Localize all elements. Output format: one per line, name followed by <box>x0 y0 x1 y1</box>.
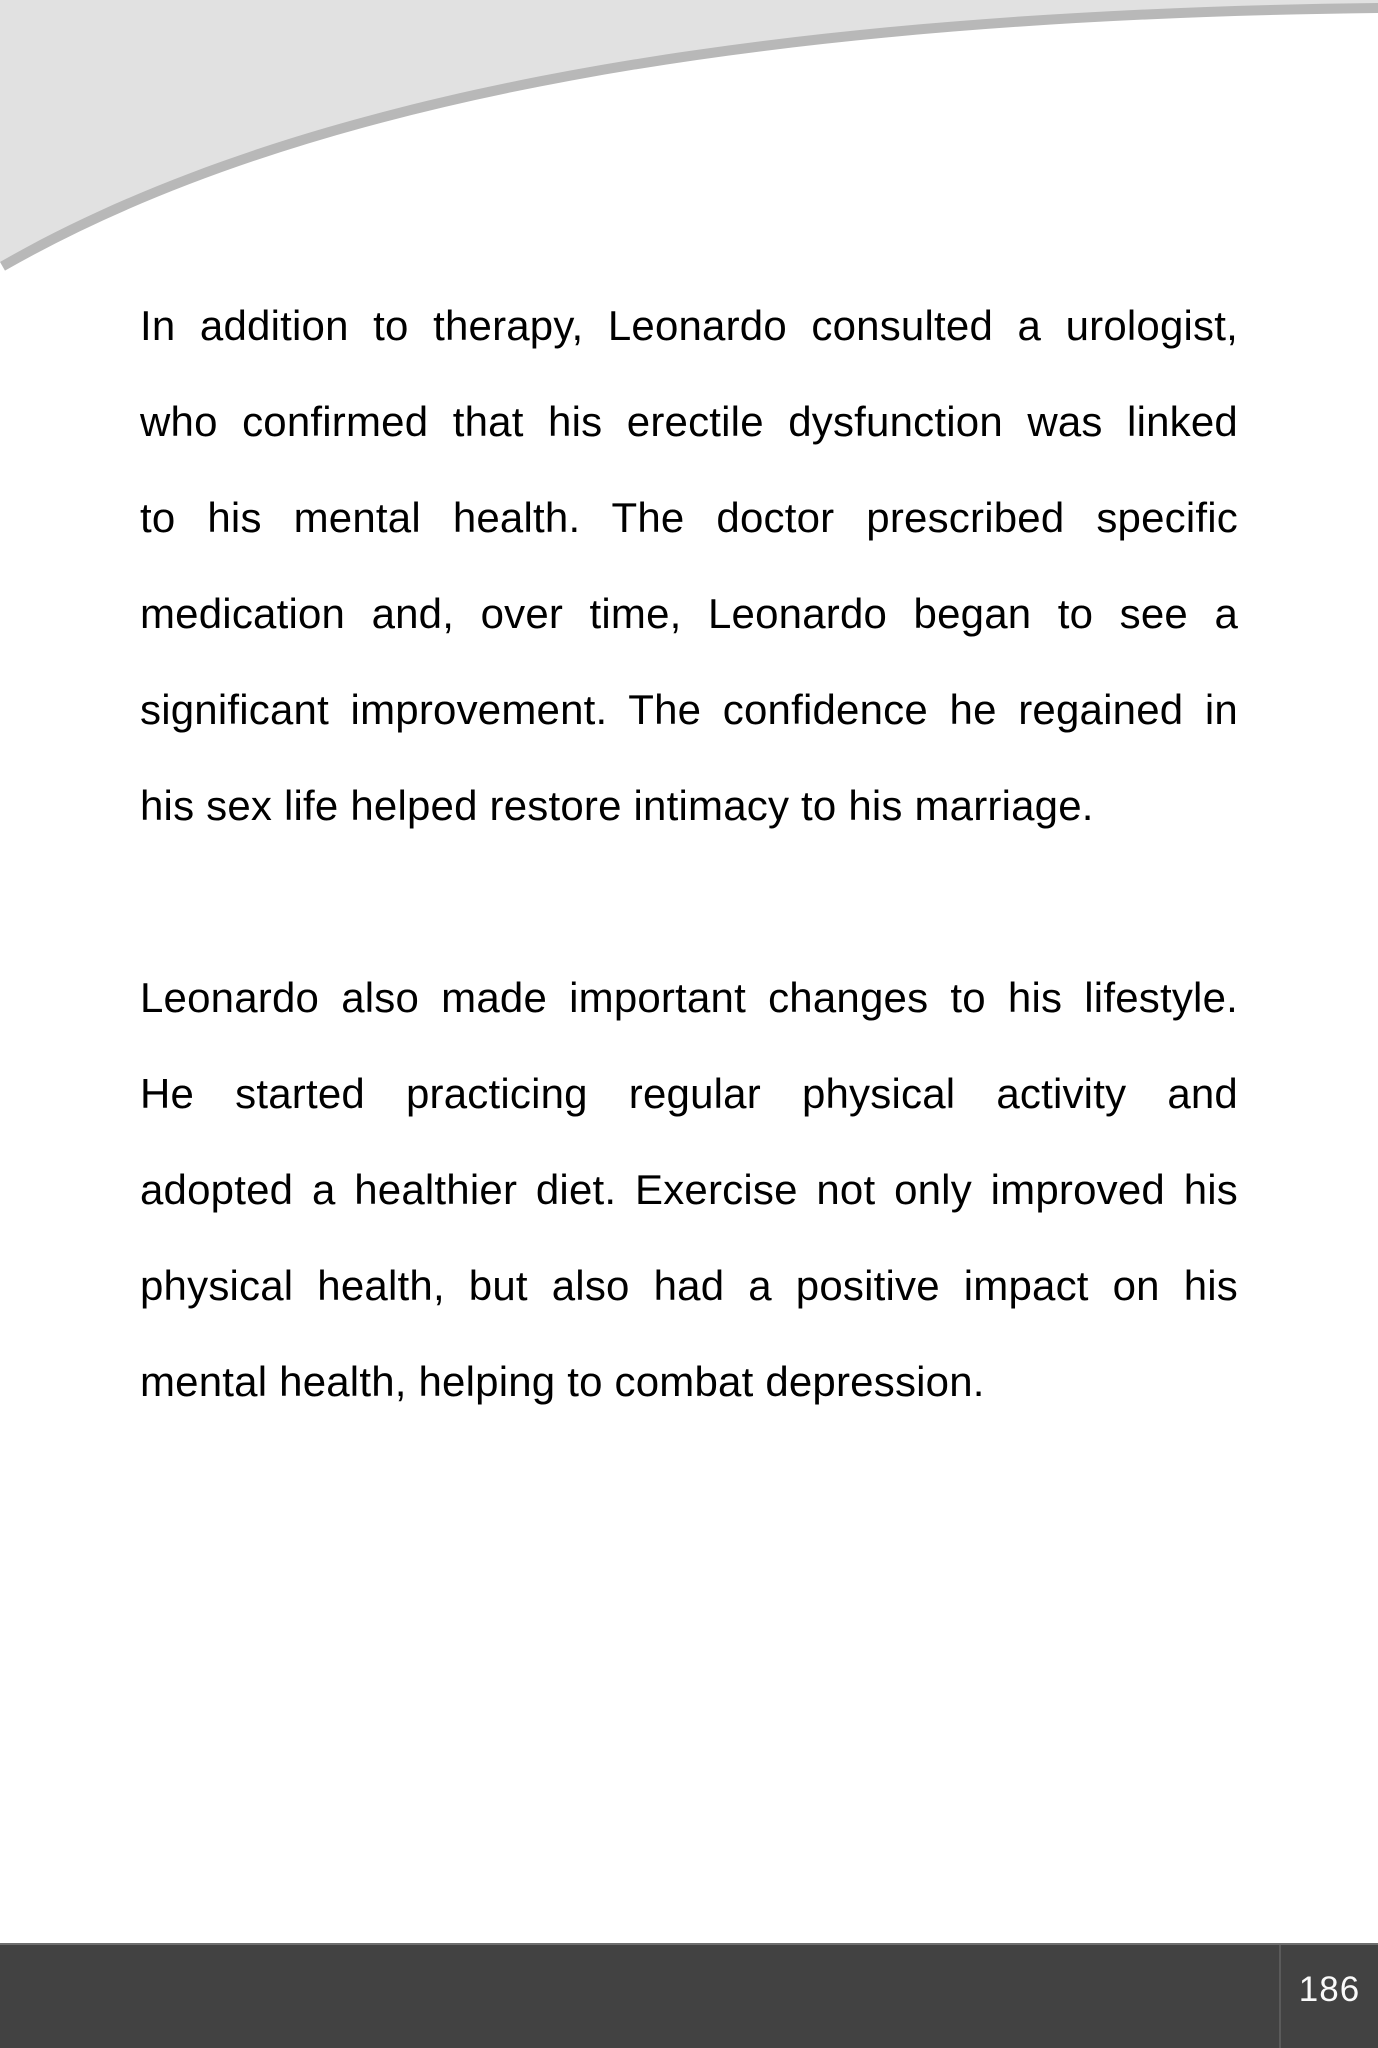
text-line: He started practicing regular physical activity and <box>140 1070 1238 1117</box>
swoosh-stroke-curve <box>0 3 1378 262</box>
page-number-cell <box>1281 1945 1378 2048</box>
text-line: In addition to therapy, Leonardo consulted a urologist, <box>140 302 1238 349</box>
text-line: medication and, over time, Leonardo began to see a <box>140 590 1238 637</box>
text-line: Leonardo also made important changes to his lifestyle. <box>140 974 1238 1021</box>
body-text <box>140 278 1238 1430</box>
paragraph-2 <box>140 950 1238 1430</box>
text-line: who confirmed that his erectile dysfunction was linked <box>140 398 1238 445</box>
text-line: physical health, but also had a positive impact on his <box>140 1262 1238 1309</box>
page-number: 186 <box>1298 1969 1361 2009</box>
header-swoosh <box>0 0 1378 320</box>
text-line: to his mental health. The doctor prescribed specific <box>140 494 1238 541</box>
text-line: mental health, helping to combat depression. <box>140 1358 985 1405</box>
paragraph-1 <box>140 278 1238 854</box>
text-line: significant improvement. The confidence he regained in <box>140 686 1238 733</box>
text-line: his sex life helped restore intimacy to his marriage. <box>140 782 1094 829</box>
swoosh-fill-shape <box>0 0 1378 262</box>
footer-bar <box>0 1943 1378 2048</box>
text-line: adopted a healthier diet. Exercise not only improved his <box>140 1166 1238 1213</box>
